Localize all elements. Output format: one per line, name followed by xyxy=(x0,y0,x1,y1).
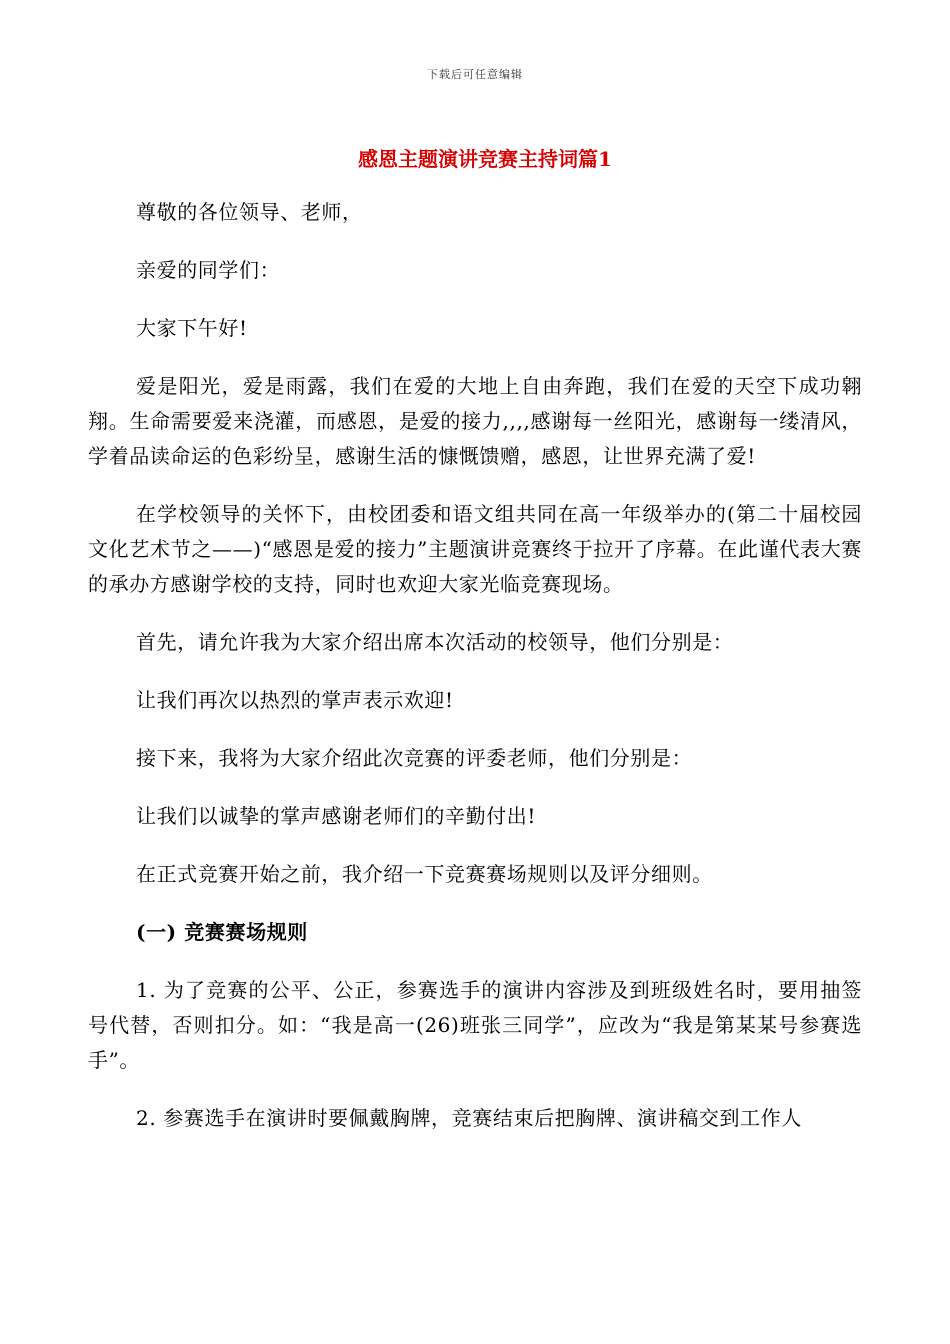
rule-item-2: 2. 参赛选手在演讲时要佩戴胸牌，竞赛结束后把胸牌、演讲稿交到工作人 xyxy=(136,1106,802,1130)
paragraph-salutation-students: 亲爱的同学们： xyxy=(136,258,281,282)
document-title: 感恩主题演讲竞赛主持词篇1 xyxy=(358,147,612,171)
paragraph-greeting: 大家下午好! xyxy=(136,316,248,340)
paragraph-welcome-applause: 让我们再次以热烈的掌声表示欢迎! xyxy=(136,688,454,712)
paragraph-leaders-intro: 首先，请允许我为大家介绍出席本次活动的校领导，他们分别是： xyxy=(136,630,734,654)
paragraph-event-intro: 在学校领导的关怀下，由校团委和语文组共同在高一年级举办的(第二十届校园文化艺术节之——)“感恩是爱的接力”主题演讲竞赛终于拉开了序幕。在此谨代表大赛的承办方感谢学校的支持，同时也欢迎大家光临竞赛现场。 xyxy=(88,502,862,596)
paragraph-love-intro: 爱是阳光，爱是雨露，我们在爱的大地上自由奔跑，我们在爱的天空下成功翱翔。生命需要爱来浇灌，而感恩，是爱的接力,,,,感谢每一丝阳光，感谢每一缕清风，学着品读命运的色彩纷呈，感谢生活的慷慨馈赠，感恩，让世界充满了爱! xyxy=(88,374,862,468)
rule-item-1: 1. 为了竞赛的公平、公正，参赛选手的演讲内容涉及到班级姓名时，要用抽签号代替，否则扣分。如：“我是高一(26)班张三同学”，应改为“我是第某某号参赛选手”。 xyxy=(88,978,862,1072)
section-heading-rules: (一) 竞赛赛场规则 xyxy=(136,920,308,944)
paragraph-judges-intro: 接下来，我将为大家介绍此次竞赛的评委老师，他们分别是： xyxy=(136,746,693,770)
header-note: 下载后可任意编辑 xyxy=(427,68,523,81)
document-body xyxy=(88,195,862,1136)
paragraph-rules-intro: 在正式竞赛开始之前，我介绍一下竞赛赛场规则以及评分细则。 xyxy=(136,862,713,886)
paragraph-salutation-leaders: 尊敬的各位领导、老师， xyxy=(136,200,363,224)
paragraph-thanks-applause: 让我们以诚挚的掌声感谢老师们的辛勤付出! xyxy=(136,804,537,828)
